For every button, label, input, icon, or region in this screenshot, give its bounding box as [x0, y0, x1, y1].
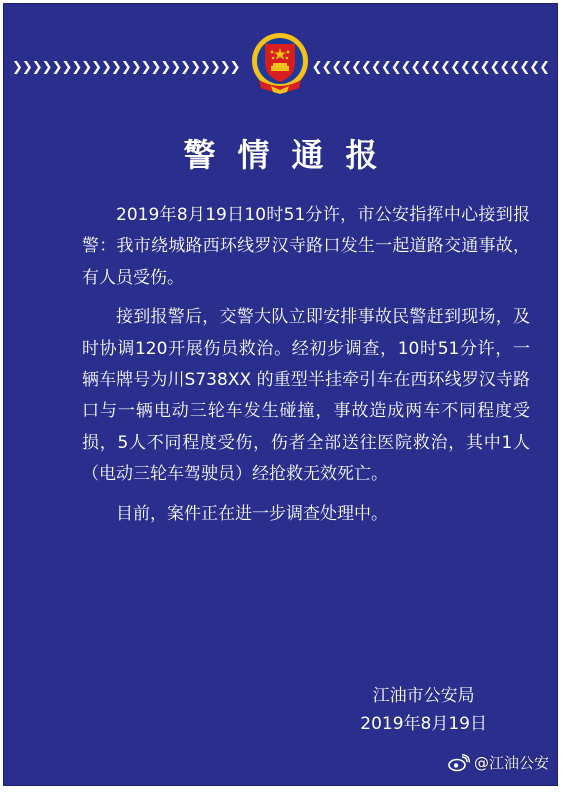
notice-title: 警情通报: [183, 136, 400, 174]
weibo-watermark: [448, 752, 549, 773]
watermark-text: @江油公安: [473, 754, 549, 772]
issuing-org: 江油市公安局: [372, 686, 475, 706]
chevron-decoration-left: ❯❯❯❯❯❯❯❯❯❯❯❯❯❯❯❯❯❯❯❯❯❯❯: [12, 60, 240, 75]
paragraph: 2019年8月19日10时51分许，市公安指挥中心接到报警：我市绕城路西环线罗汉寺路口发生一起道路交通事故，有人员受伤。: [82, 205, 530, 288]
chevron-decoration-right: ❮❮❮❮❮❮❮❮❮❮❮❮❮❮❮❮❮❮❮❮❮❮❮❮: [311, 60, 549, 75]
signature-block: [360, 682, 487, 738]
paragraph: 目前，案件正在进一步调查处理中。: [116, 503, 388, 524]
notice-poster: [4, 4, 557, 785]
paragraph: 接到报警后，交警大队立即安排事故民警赶到现场，及时协调120开展伤员救治。经初步调查，10时51分许，一辆车牌号为川S738XX 的重型半挂牵引车在西环线罗汉寺路口与一辆电动三轮车发生碰撞，事故造成两车不同程度受损，5人不同程度受伤，伤者全部送往医院救治，其中1人（电动三轮车驾驶员）经抢救无效死亡。: [82, 307, 530, 485]
issue-date: 2019年8月19日: [360, 714, 487, 734]
weibo-icon: [448, 754, 470, 772]
police-emblem-icon: [249, 30, 311, 96]
notice-body: [82, 200, 530, 538]
